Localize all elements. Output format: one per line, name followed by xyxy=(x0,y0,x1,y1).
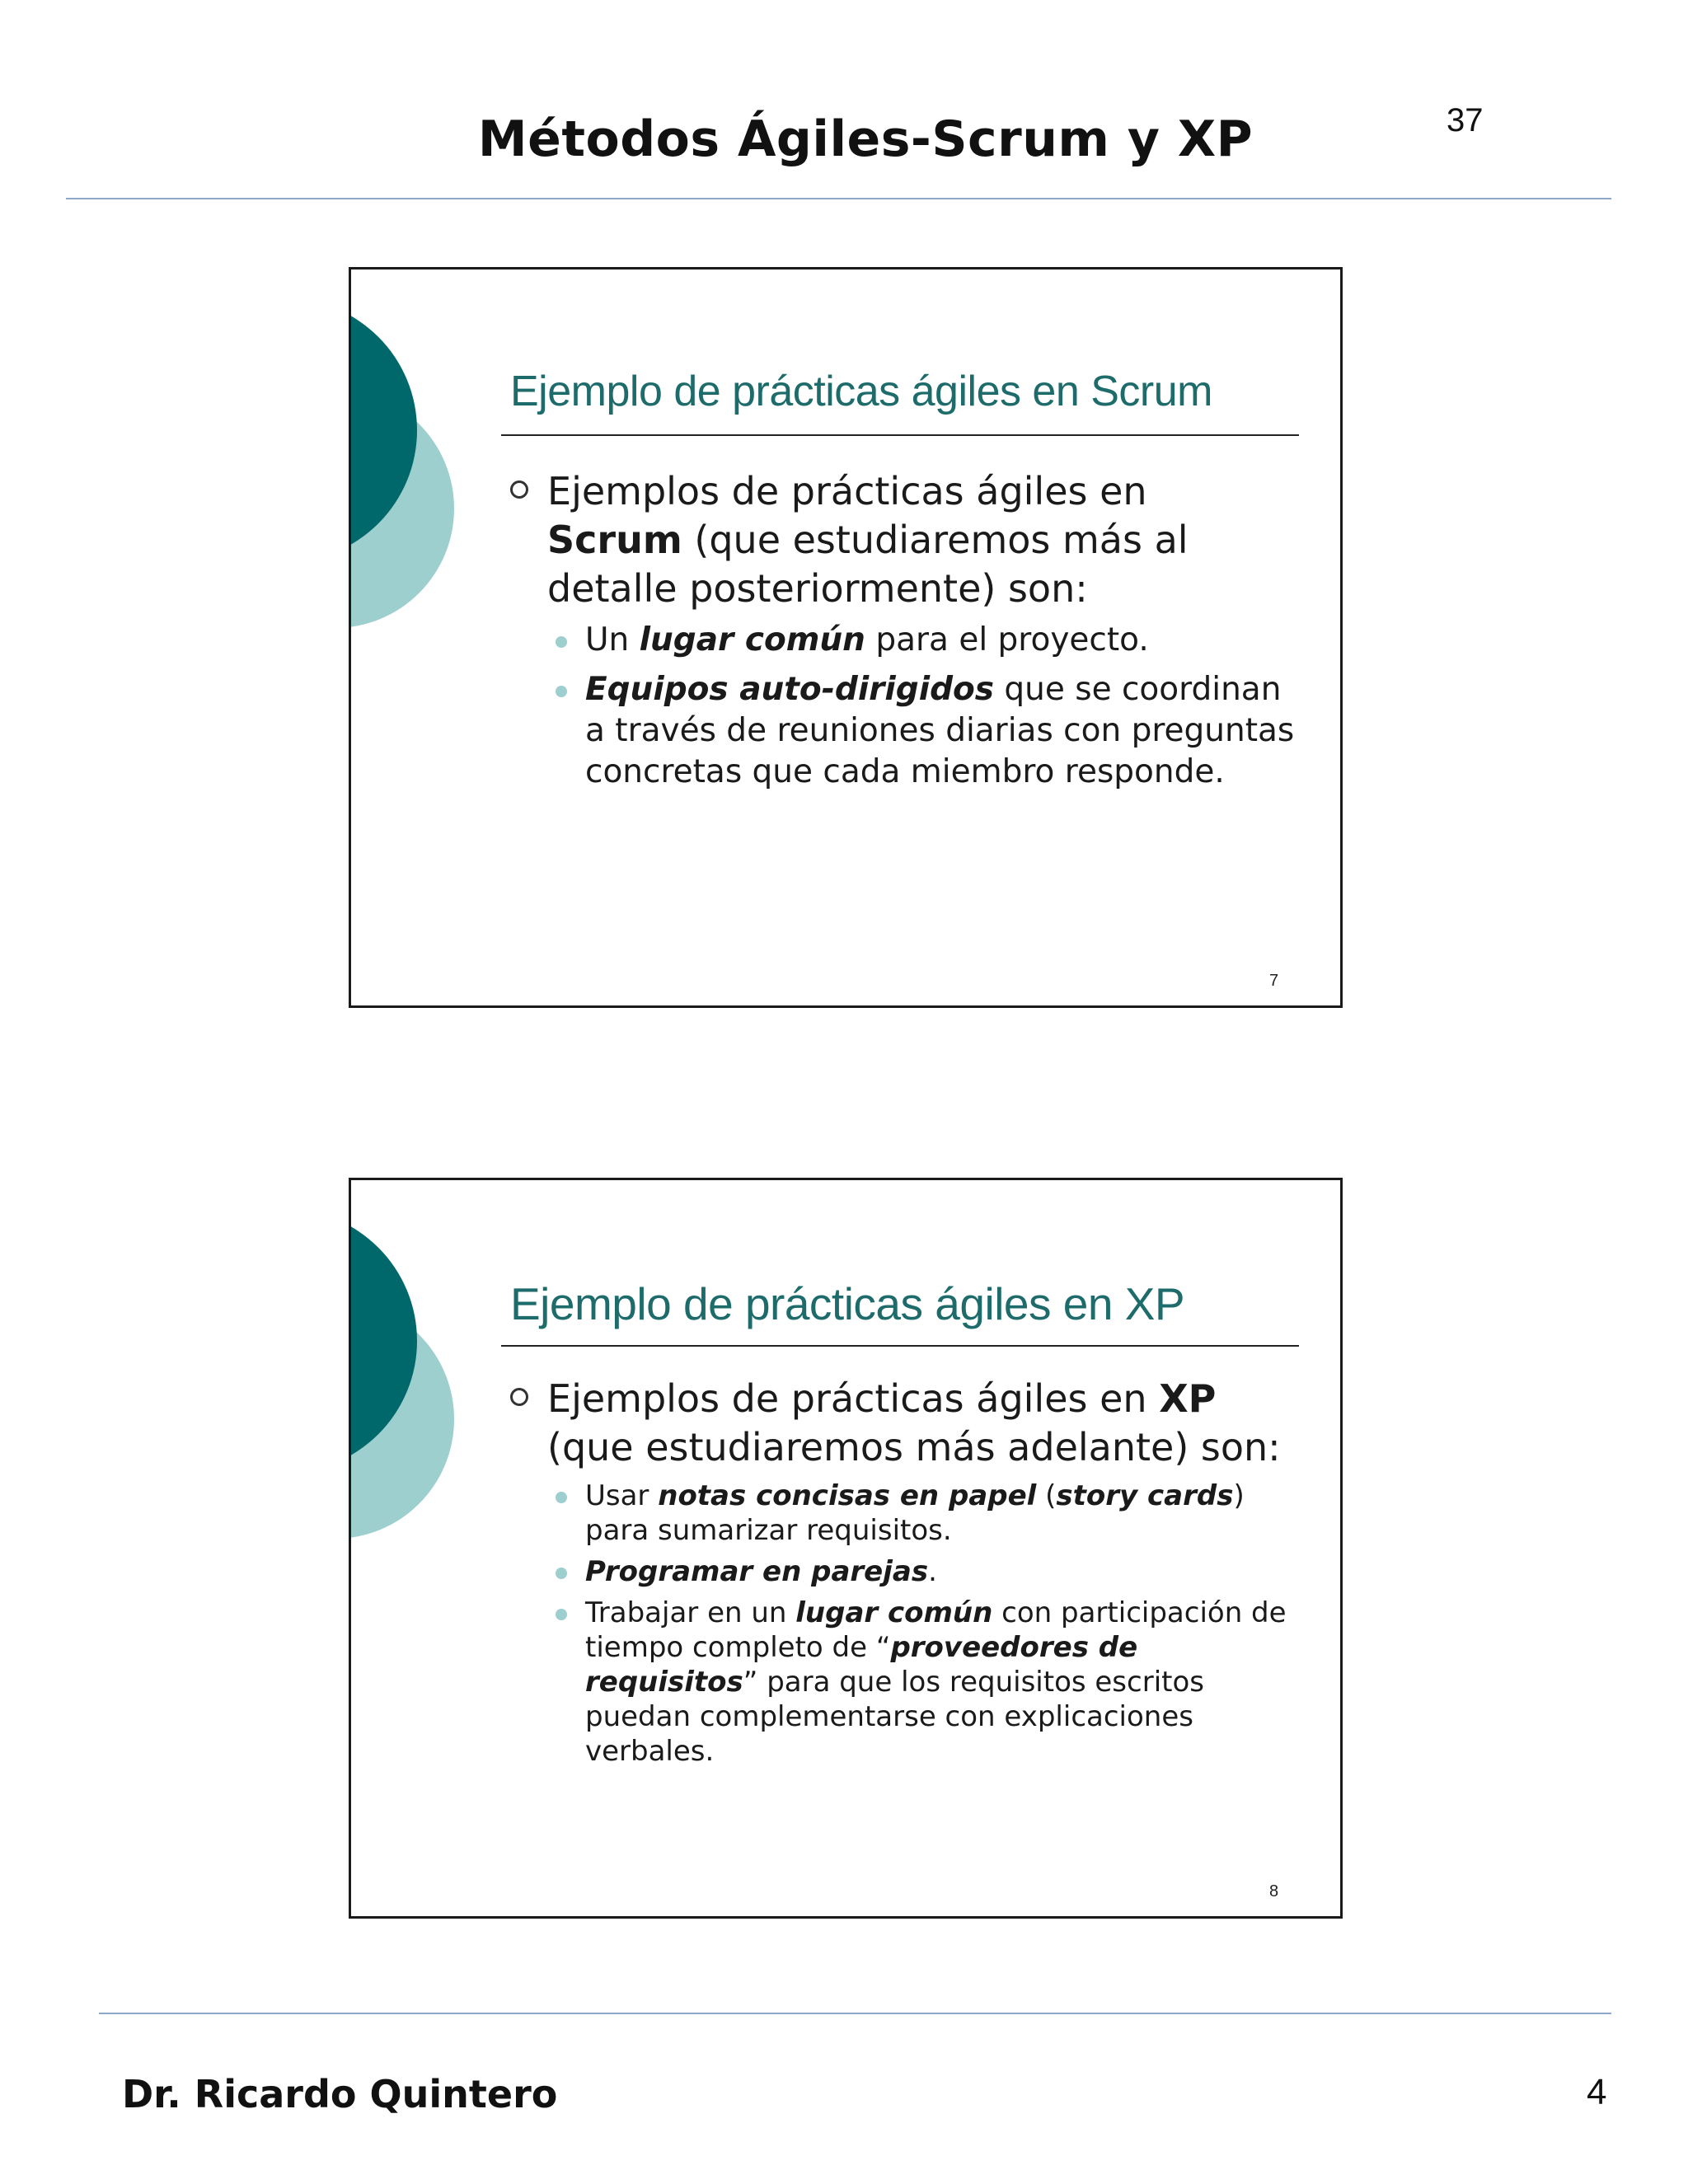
sub-bullet-list xyxy=(556,1479,1297,1775)
footer-page-number: 4 xyxy=(1587,2072,1607,2112)
main-bullet-text xyxy=(547,1375,1293,1472)
text-segment: con participación de tiempo completo de “ xyxy=(585,1596,1287,1664)
emphasis-text: proveedores de requisitos xyxy=(585,1631,1138,1699)
emphasis-text: notas concisas en papel xyxy=(658,1479,1037,1512)
emphasis-text: story cards xyxy=(1056,1479,1234,1512)
text-segment: ( xyxy=(1036,1479,1057,1512)
text-segment: Trabajar en un xyxy=(585,1596,796,1629)
slide-number: 7 xyxy=(1269,972,1279,990)
ring-bullet-icon xyxy=(510,480,528,499)
main-bullet-text xyxy=(547,467,1293,613)
list-item xyxy=(556,1479,1297,1548)
main-bullet-bold: XP xyxy=(1159,1376,1217,1421)
list-item xyxy=(556,1554,1297,1589)
dot-bullet-icon xyxy=(556,1609,567,1620)
slide-title-rule xyxy=(501,434,1299,436)
text-segment: que se coordinan a través de reuniones diarias con preguntas concretas que cada miembro responde. xyxy=(585,671,1295,790)
header-rule xyxy=(66,198,1611,199)
sub-bullet-list xyxy=(556,620,1297,801)
slide-number: 8 xyxy=(1269,1882,1279,1900)
main-bullet-part1: Ejemplos de prácticas ágiles en xyxy=(547,1376,1160,1421)
slide-thumbnail-7 xyxy=(349,267,1343,1008)
text-segment: ) para sumarizar requisitos. xyxy=(585,1479,1245,1547)
main-bullet-part1: Ejemplos de prácticas ágiles en xyxy=(547,469,1147,513)
page-number-top: 37 xyxy=(1447,102,1484,138)
slide-title: Ejemplo de prácticas ágiles en XP xyxy=(510,1278,1185,1329)
main-bullet-bold: Scrum xyxy=(547,518,682,562)
text-segment: para el proyecto. xyxy=(865,621,1149,658)
emphasis-text: lugar común xyxy=(795,1596,993,1629)
list-item xyxy=(556,1596,1297,1769)
footer-rule xyxy=(99,2013,1611,2014)
emphasis-text: Equipos auto-dirigidos xyxy=(585,671,994,708)
main-bullet-part2: (que estudiaremos más adelante) son: xyxy=(547,1425,1281,1469)
emphasis-text: Programar en parejas xyxy=(585,1555,929,1588)
list-item xyxy=(556,620,1297,661)
text-segment: Usar xyxy=(585,1479,659,1512)
dot-bullet-icon xyxy=(556,686,567,697)
text-segment: . xyxy=(928,1555,937,1588)
footer-author: Dr. Ricardo Quintero xyxy=(122,2072,558,2116)
slide-title: Ejemplo de prácticas ágiles en Scrum xyxy=(510,368,1212,415)
slide-title-rule xyxy=(501,1345,1299,1347)
main-bullet xyxy=(510,467,1293,613)
slide-decoration-circles xyxy=(351,269,467,682)
list-item xyxy=(556,669,1297,793)
ring-bullet-icon xyxy=(510,1388,528,1406)
page-title: Métodos Ágiles-Scrum y XP xyxy=(477,110,1254,168)
dot-bullet-icon xyxy=(556,1492,567,1503)
text-segment: ” para que los requisitos escritos puedan complementarse con explicaciones verbales. xyxy=(585,1666,1204,1768)
slide-decoration-circles xyxy=(351,1180,467,1592)
text-segment: Un xyxy=(585,621,640,658)
dot-bullet-icon xyxy=(556,1568,567,1579)
main-bullet xyxy=(510,1375,1293,1472)
dot-bullet-icon xyxy=(556,636,567,648)
main-bullet-part2: (que estudiaremos más al detalle posteriormente) son: xyxy=(547,518,1189,611)
emphasis-text: lugar común xyxy=(639,621,865,658)
slide-thumbnail-8 xyxy=(349,1178,1343,1919)
